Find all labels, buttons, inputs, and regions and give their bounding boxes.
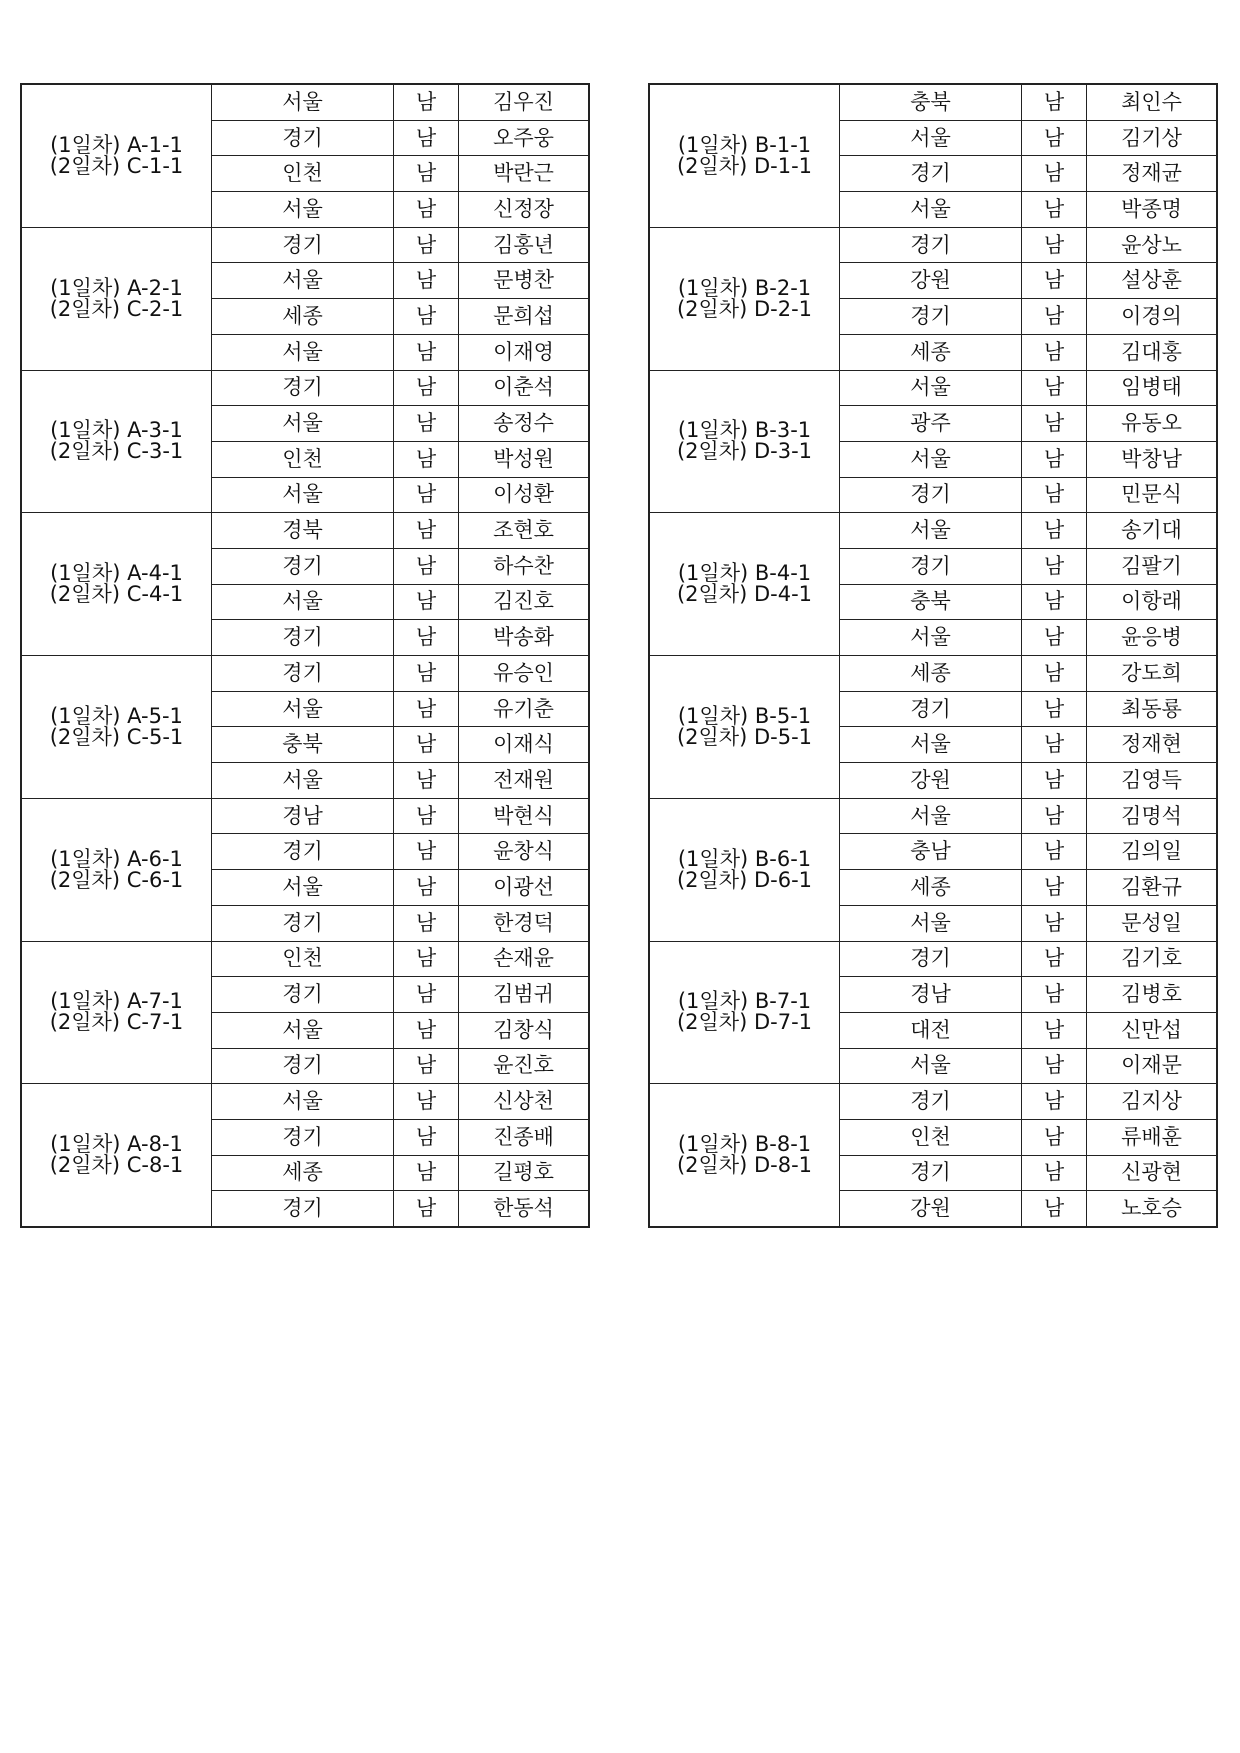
name-cell: 하수찬	[459, 548, 590, 584]
region-cell: 세종	[212, 299, 394, 335]
table-row	[21, 941, 589, 977]
gender-cell: 남	[394, 620, 459, 656]
gender-cell: 남	[1022, 656, 1087, 692]
table-row	[649, 656, 1217, 692]
region-cell: 충북	[840, 84, 1022, 120]
gender-cell: 남	[1022, 798, 1087, 834]
name-cell: 문병찬	[459, 263, 590, 299]
group-label	[649, 656, 840, 799]
name-cell: 김병호	[1087, 977, 1218, 1013]
gender-cell: 남	[1022, 1119, 1087, 1155]
region-cell: 경기	[840, 1084, 1022, 1120]
day1-group-code: (1일차) A-3-1	[50, 418, 183, 443]
name-cell: 윤상노	[1087, 227, 1218, 263]
table-row	[21, 1084, 589, 1120]
region-cell: 충북	[840, 584, 1022, 620]
region-cell: 경기	[840, 227, 1022, 263]
day1-group-code: (1일차) B-1-1	[677, 132, 812, 157]
gender-cell: 남	[394, 834, 459, 870]
day2-group-code: (2일차) D-6-1	[676, 867, 813, 892]
region-cell: 서울	[840, 798, 1022, 834]
region-cell: 경기	[840, 1155, 1022, 1191]
group-label	[21, 941, 212, 1084]
region-cell: 세종	[840, 870, 1022, 906]
gender-cell: 남	[1022, 1084, 1087, 1120]
name-cell: 진종배	[459, 1119, 590, 1155]
region-cell: 서울	[840, 441, 1022, 477]
gender-cell: 남	[394, 905, 459, 941]
region-cell: 경기	[212, 1119, 394, 1155]
name-cell: 유승인	[459, 656, 590, 692]
left-group-table	[20, 83, 590, 1228]
day1-group-code: (1일차) B-5-1	[677, 703, 812, 728]
name-cell: 윤진호	[459, 1048, 590, 1084]
day1-group-code: (1일차) B-6-1	[677, 846, 812, 871]
region-cell: 경기	[840, 299, 1022, 335]
gender-cell: 남	[1022, 620, 1087, 656]
day1-group-code: (1일차) A-1-1	[50, 132, 183, 157]
day2-group-code: (2일차) C-6-1	[49, 867, 184, 892]
group-label	[21, 227, 212, 370]
gender-cell: 남	[1022, 263, 1087, 299]
table-row	[21, 84, 589, 120]
table-row	[649, 227, 1217, 263]
table-row	[649, 798, 1217, 834]
name-cell: 박성원	[459, 441, 590, 477]
name-cell: 이항래	[1087, 584, 1218, 620]
region-cell: 서울	[212, 691, 394, 727]
region-cell: 서울	[840, 905, 1022, 941]
group-label	[21, 84, 212, 227]
name-cell: 길평호	[459, 1155, 590, 1191]
region-cell: 서울	[212, 84, 394, 120]
name-cell: 윤창식	[459, 834, 590, 870]
day2-group-code: (2일차) C-2-1	[49, 296, 184, 321]
name-cell: 김창식	[459, 1012, 590, 1048]
region-cell: 인천	[212, 941, 394, 977]
day2-group-code: (2일차) D-7-1	[676, 1010, 813, 1035]
day1-group-code: (1일차) A-7-1	[50, 989, 183, 1014]
region-cell: 서울	[212, 870, 394, 906]
region-cell: 서울	[212, 192, 394, 228]
gender-cell: 남	[394, 334, 459, 370]
region-cell: 경남	[212, 798, 394, 834]
region-cell: 경기	[212, 656, 394, 692]
day1-group-code: (1일차) B-8-1	[677, 1132, 812, 1157]
table-row	[21, 656, 589, 692]
region-cell: 강원	[840, 1191, 1022, 1227]
group-label	[21, 370, 212, 513]
region-cell: 서울	[212, 584, 394, 620]
table-row	[649, 513, 1217, 549]
table-row	[21, 798, 589, 834]
name-cell: 신상천	[459, 1084, 590, 1120]
gender-cell: 남	[394, 1155, 459, 1191]
day1-group-code: (1일차) B-4-1	[677, 561, 812, 586]
name-cell: 김홍년	[459, 227, 590, 263]
group-label	[649, 798, 840, 941]
region-cell: 경기	[840, 477, 1022, 513]
gender-cell: 남	[394, 299, 459, 335]
region-cell: 세종	[840, 334, 1022, 370]
region-cell: 광주	[840, 406, 1022, 442]
day2-group-code: (2일차) D-8-1	[676, 1153, 813, 1178]
region-cell: 경기	[212, 977, 394, 1013]
table-row	[21, 513, 589, 549]
day2-group-code: (2일차) C-3-1	[49, 439, 184, 464]
region-cell: 인천	[840, 1119, 1022, 1155]
day2-group-code: (2일차) C-8-1	[49, 1153, 184, 1178]
region-cell: 경기	[212, 1191, 394, 1227]
name-cell: 김의일	[1087, 834, 1218, 870]
day2-group-code: (2일차) D-2-1	[676, 296, 813, 321]
name-cell: 송정수	[459, 406, 590, 442]
name-cell: 오주웅	[459, 120, 590, 156]
day1-group-code: (1일차) A-6-1	[50, 846, 183, 871]
day1-group-code: (1일차) A-5-1	[50, 703, 183, 728]
group-label	[649, 370, 840, 513]
gender-cell: 남	[1022, 299, 1087, 335]
gender-cell: 남	[394, 977, 459, 1013]
group-label	[21, 1084, 212, 1227]
gender-cell: 남	[394, 441, 459, 477]
gender-cell: 남	[1022, 548, 1087, 584]
region-cell: 경북	[212, 513, 394, 549]
gender-cell: 남	[1022, 1155, 1087, 1191]
gender-cell: 남	[1022, 870, 1087, 906]
day1-group-code: (1일차) B-3-1	[677, 418, 812, 443]
region-cell: 서울	[840, 192, 1022, 228]
name-cell: 김환규	[1087, 870, 1218, 906]
region-cell: 서울	[840, 1048, 1022, 1084]
name-cell: 박란근	[459, 156, 590, 192]
name-cell: 김팔기	[1087, 548, 1218, 584]
gender-cell: 남	[1022, 1048, 1087, 1084]
region-cell: 서울	[212, 406, 394, 442]
region-cell: 경기	[840, 156, 1022, 192]
name-cell: 한경덕	[459, 905, 590, 941]
region-cell: 서울	[840, 727, 1022, 763]
region-cell: 서울	[212, 763, 394, 799]
region-cell: 경기	[212, 370, 394, 406]
gender-cell: 남	[394, 370, 459, 406]
table-row	[21, 370, 589, 406]
region-cell: 서울	[840, 513, 1022, 549]
region-cell: 충북	[212, 727, 394, 763]
day2-group-code: (2일차) D-4-1	[676, 582, 813, 607]
region-cell: 경기	[212, 227, 394, 263]
gender-cell: 남	[394, 406, 459, 442]
gender-cell: 남	[1022, 691, 1087, 727]
region-cell: 서울	[840, 120, 1022, 156]
region-cell: 경남	[840, 977, 1022, 1013]
day1-group-code: (1일차) B-2-1	[677, 275, 812, 300]
region-cell: 충남	[840, 834, 1022, 870]
name-cell: 이경의	[1087, 299, 1218, 335]
gender-cell: 남	[394, 763, 459, 799]
right-group-table	[648, 83, 1218, 1228]
name-cell: 박창남	[1087, 441, 1218, 477]
name-cell: 신정장	[459, 192, 590, 228]
name-cell: 문희섭	[459, 299, 590, 335]
gender-cell: 남	[394, 513, 459, 549]
gender-cell: 남	[394, 727, 459, 763]
day2-group-code: (2일차) D-3-1	[676, 439, 813, 464]
gender-cell: 남	[394, 656, 459, 692]
name-cell: 최인수	[1087, 84, 1218, 120]
table-row	[649, 1084, 1217, 1120]
gender-cell: 남	[394, 1012, 459, 1048]
name-cell: 한동석	[459, 1191, 590, 1227]
gender-cell: 남	[1022, 513, 1087, 549]
day1-group-code: (1일차) A-4-1	[50, 561, 183, 586]
name-cell: 강도희	[1087, 656, 1218, 692]
gender-cell: 남	[394, 477, 459, 513]
region-cell: 세종	[840, 656, 1022, 692]
group-label	[21, 656, 212, 799]
region-cell: 서울	[840, 620, 1022, 656]
name-cell: 손재윤	[459, 941, 590, 977]
gender-cell: 남	[1022, 227, 1087, 263]
gender-cell: 남	[394, 1084, 459, 1120]
gender-cell: 남	[394, 1048, 459, 1084]
region-cell: 경기	[212, 548, 394, 584]
region-cell: 강원	[840, 263, 1022, 299]
table-row	[649, 941, 1217, 977]
name-cell: 임병태	[1087, 370, 1218, 406]
name-cell: 김영득	[1087, 763, 1218, 799]
name-cell: 정재현	[1087, 727, 1218, 763]
name-cell: 설상훈	[1087, 263, 1218, 299]
gender-cell: 남	[1022, 192, 1087, 228]
name-cell: 박현식	[459, 798, 590, 834]
group-label	[649, 513, 840, 656]
name-cell: 송기대	[1087, 513, 1218, 549]
region-cell: 서울	[840, 370, 1022, 406]
gender-cell: 남	[1022, 584, 1087, 620]
name-cell: 이성환	[459, 477, 590, 513]
table-row	[21, 227, 589, 263]
gender-cell: 남	[394, 798, 459, 834]
gender-cell: 남	[394, 192, 459, 228]
gender-cell: 남	[1022, 441, 1087, 477]
gender-cell: 남	[394, 227, 459, 263]
gender-cell: 남	[1022, 763, 1087, 799]
gender-cell: 남	[1022, 84, 1087, 120]
gender-cell: 남	[394, 84, 459, 120]
day1-group-code: (1일차) A-8-1	[50, 1132, 183, 1157]
gender-cell: 남	[1022, 1012, 1087, 1048]
gender-cell: 남	[394, 1119, 459, 1155]
gender-cell: 남	[1022, 370, 1087, 406]
gender-cell: 남	[394, 870, 459, 906]
name-cell: 신광현	[1087, 1155, 1218, 1191]
name-cell: 유기춘	[459, 691, 590, 727]
name-cell: 이춘석	[459, 370, 590, 406]
name-cell: 김대홍	[1087, 334, 1218, 370]
region-cell: 강원	[840, 763, 1022, 799]
name-cell: 정재균	[1087, 156, 1218, 192]
day2-group-code: (2일차) D-5-1	[676, 724, 813, 749]
day2-group-code: (2일차) C-1-1	[49, 153, 184, 178]
region-cell: 경기	[840, 548, 1022, 584]
region-cell: 대전	[840, 1012, 1022, 1048]
group-label	[21, 798, 212, 941]
region-cell: 경기	[840, 941, 1022, 977]
region-cell: 서울	[212, 477, 394, 513]
gender-cell: 남	[1022, 334, 1087, 370]
name-cell: 김진호	[459, 584, 590, 620]
gender-cell: 남	[394, 1191, 459, 1227]
name-cell: 이재영	[459, 334, 590, 370]
name-cell: 조현호	[459, 513, 590, 549]
gender-cell: 남	[1022, 406, 1087, 442]
name-cell: 김지상	[1087, 1084, 1218, 1120]
name-cell: 유동오	[1087, 406, 1218, 442]
gender-cell: 남	[394, 941, 459, 977]
name-cell: 민문식	[1087, 477, 1218, 513]
gender-cell: 남	[1022, 156, 1087, 192]
group-label	[21, 513, 212, 656]
name-cell: 신만섭	[1087, 1012, 1218, 1048]
gender-cell: 남	[1022, 834, 1087, 870]
name-cell: 이재식	[459, 727, 590, 763]
gender-cell: 남	[394, 156, 459, 192]
gender-cell: 남	[394, 263, 459, 299]
region-cell: 서울	[212, 263, 394, 299]
gender-cell: 남	[394, 120, 459, 156]
gender-cell: 남	[1022, 1191, 1087, 1227]
gender-cell: 남	[1022, 905, 1087, 941]
region-cell: 경기	[212, 1048, 394, 1084]
region-cell: 경기	[212, 120, 394, 156]
gender-cell: 남	[394, 548, 459, 584]
name-cell: 김기호	[1087, 941, 1218, 977]
day2-group-code: (2일차) C-4-1	[49, 582, 184, 607]
name-cell: 박종명	[1087, 192, 1218, 228]
gender-cell: 남	[1022, 977, 1087, 1013]
day2-group-code: (2일차) C-7-1	[49, 1010, 184, 1035]
gender-cell: 남	[1022, 477, 1087, 513]
region-cell: 서울	[212, 1012, 394, 1048]
name-cell: 윤응병	[1087, 620, 1218, 656]
region-cell: 인천	[212, 156, 394, 192]
name-cell: 김우진	[459, 84, 590, 120]
name-cell: 노호승	[1087, 1191, 1218, 1227]
region-cell: 경기	[212, 834, 394, 870]
name-cell: 문성일	[1087, 905, 1218, 941]
group-label	[649, 1084, 840, 1227]
name-cell: 이재문	[1087, 1048, 1218, 1084]
name-cell: 박송화	[459, 620, 590, 656]
day1-group-code: (1일차) A-2-1	[50, 275, 183, 300]
table-row	[649, 84, 1217, 120]
name-cell: 김명석	[1087, 798, 1218, 834]
region-cell: 경기	[212, 620, 394, 656]
gender-cell: 남	[1022, 727, 1087, 763]
gender-cell: 남	[1022, 941, 1087, 977]
name-cell: 이광선	[459, 870, 590, 906]
region-cell: 인천	[212, 441, 394, 477]
group-label	[649, 941, 840, 1084]
gender-cell: 남	[394, 584, 459, 620]
name-cell: 김기상	[1087, 120, 1218, 156]
name-cell: 김범귀	[459, 977, 590, 1013]
region-cell: 서울	[212, 334, 394, 370]
gender-cell: 남	[394, 691, 459, 727]
name-cell: 전재원	[459, 763, 590, 799]
region-cell: 서울	[212, 1084, 394, 1120]
group-label	[649, 84, 840, 227]
name-cell: 최동룡	[1087, 691, 1218, 727]
region-cell: 경기	[212, 905, 394, 941]
group-label	[649, 227, 840, 370]
table-row	[649, 370, 1217, 406]
gender-cell: 남	[1022, 120, 1087, 156]
day2-group-code: (2일차) D-1-1	[676, 153, 813, 178]
region-cell: 경기	[840, 691, 1022, 727]
day2-group-code: (2일차) C-5-1	[49, 724, 184, 749]
day1-group-code: (1일차) B-7-1	[677, 989, 812, 1014]
region-cell: 세종	[212, 1155, 394, 1191]
name-cell: 류배훈	[1087, 1119, 1218, 1155]
